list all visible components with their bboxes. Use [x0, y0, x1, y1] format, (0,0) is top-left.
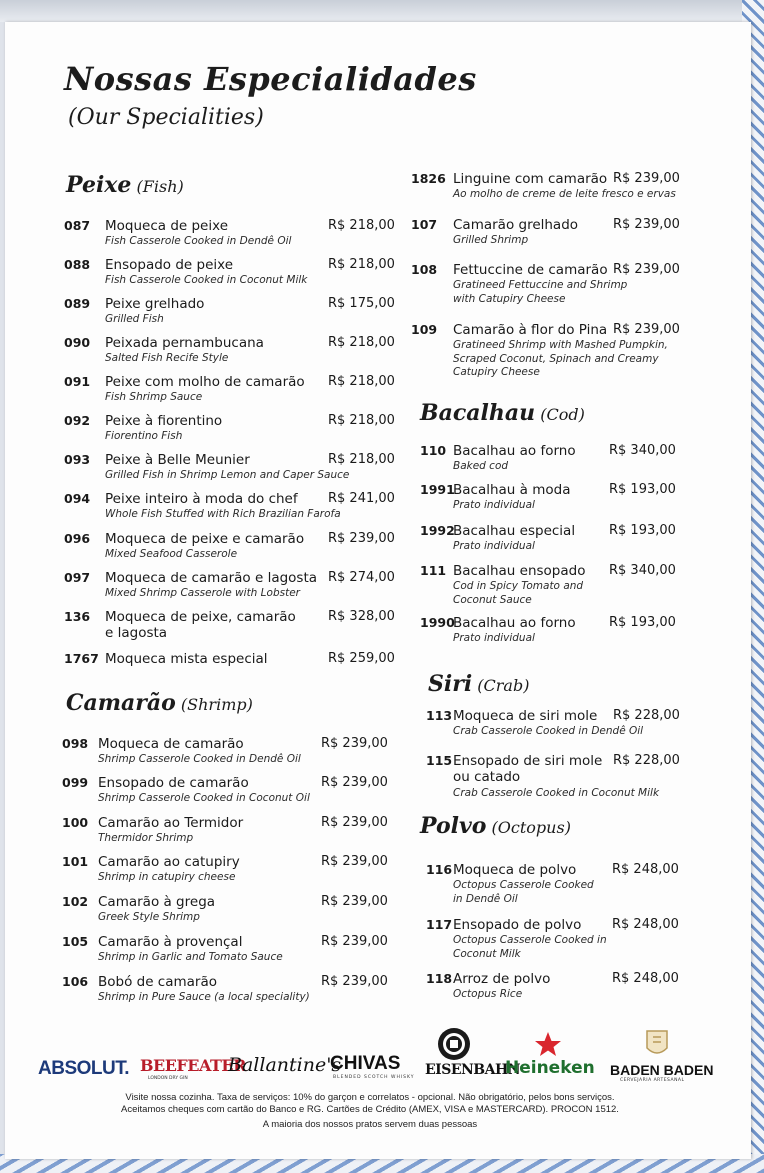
menu-item-name: Linguine com camarão: [453, 171, 608, 187]
menu-item: [64, 218, 394, 258]
menu-item-description: Scraped Coconut, Spinach and Creamy: [453, 352, 659, 365]
menu-item-price: R$ 248,00: [612, 971, 679, 986]
section-shrimp-name: Camarão: [66, 690, 176, 716]
menu-item-price: R$ 239,00: [613, 262, 680, 277]
menu-item: [64, 452, 394, 492]
menu-item-description: Octopus Rice: [453, 988, 523, 1000]
menu-item-price: R$ 218,00: [328, 452, 395, 467]
menu-item-name: Peixe à fiorentino: [105, 413, 223, 429]
menu-item-code: 107: [411, 217, 438, 232]
menu-item-price: R$ 239,00: [613, 322, 680, 337]
menu-item: [62, 775, 392, 815]
menu-item: [64, 651, 394, 691]
menu-item-price: R$ 193,00: [609, 523, 676, 538]
footer-line-3: A maioria dos nossos pratos servem duas pessoas: [262, 1119, 478, 1130]
menu-item: [420, 523, 750, 563]
menu-item-name: Moqueca de camarão e lagosta: [105, 570, 318, 586]
menu-item-price: R$ 239,00: [321, 894, 388, 909]
menu-item-price: R$ 239,00: [613, 217, 680, 232]
brand-logo-baden-baden: BADEN BADEN: [610, 1062, 714, 1078]
menu-item-description: Baked cod: [453, 460, 509, 472]
menu-item-name: Bacalhau ao forno: [453, 615, 576, 631]
menu-item-name: Ensopado de peixe: [105, 257, 234, 273]
menu-item-name-line-2: e lagosta: [105, 625, 168, 641]
section-shrimp-translation: (Shrimp): [180, 695, 253, 714]
menu-item-name: Camarão grelhado: [453, 217, 579, 233]
menu-item-name: Moqueca de peixe e camarão: [105, 531, 305, 547]
menu-item: [411, 171, 741, 211]
menu-item-price: R$ 175,00: [328, 296, 395, 311]
menu-item-description: Prato individual: [453, 540, 535, 552]
menu-item-name: Peixe inteiro à moda do chef: [105, 491, 298, 507]
menu-item-description: Catupiry Cheese: [453, 366, 540, 378]
menu-item-price: R$ 193,00: [609, 482, 676, 497]
menu-item-code: 1826: [411, 171, 446, 186]
menu-item: [62, 815, 392, 855]
menu-item-name: Bacalhau ao forno: [453, 443, 576, 459]
menu-item-name: Ensopado de polvo: [453, 917, 582, 933]
brand-logo-heineken: Heineken: [505, 1058, 595, 1078]
menu-item-description: Shrimp in Garlic and Tomato Sauce: [98, 951, 283, 963]
menu-item-name: Bacalhau especial: [453, 523, 576, 539]
menu-item: [420, 563, 750, 606]
menu-item-description: Shrimp Casserole Cooked in Dendê Oil: [98, 753, 301, 765]
menu-item-price: R$ 218,00: [328, 257, 395, 272]
photo-edge-top: [0, 0, 764, 22]
menu-item-description: Shrimp in catupiry cheese: [98, 871, 236, 883]
menu-item-price: R$ 228,00: [613, 753, 680, 768]
menu-item-code: 118: [426, 971, 453, 986]
menu-item-name: Bacalhau à moda: [453, 482, 571, 498]
menu-item-description: Gratineed Shrimp with Mashed Pumpkin,: [453, 339, 668, 351]
menu-title: Nossas Especialidades: [64, 60, 477, 98]
menu-item-name: Camarão à provençal: [98, 934, 243, 950]
menu-item-code: 091: [64, 374, 91, 389]
menu-item-code: 136: [64, 609, 91, 624]
menu-item-price: R$ 259,00: [328, 651, 395, 666]
menu-item-name: Fettuccine de camarão: [453, 262, 608, 278]
section-heading-shrimp: [66, 690, 253, 716]
menu-item: [426, 753, 756, 799]
menu-item: [426, 862, 756, 905]
menu-item-name-line-2: ou catado: [453, 769, 521, 785]
menu-item: [411, 322, 741, 378]
brand-baden-tagline: CERVEJARIA ARTESANAL: [620, 1078, 685, 1083]
menu-item-name: Moqueca de siri mole: [453, 708, 598, 724]
menu-item-price: R$ 241,00: [328, 491, 395, 506]
menu-item: [64, 570, 394, 610]
menu-item-description: Whole Fish Stuffed with Rich Brazilian Farofa: [105, 508, 341, 520]
menu-item-description: Ao molho de creme de leite fresco e ervas: [453, 188, 676, 200]
menu-item: [420, 482, 750, 522]
menu-item-price: R$ 239,00: [321, 775, 388, 790]
menu-item: [426, 917, 756, 960]
menu-item-description: Gratineed Fettuccine and Shrimp: [453, 279, 628, 291]
brand-logo-eisenbahn: EISENBAHN: [425, 1062, 521, 1078]
menu-item-description: Coconut Sauce: [453, 593, 532, 606]
menu-item-code: 088: [64, 257, 91, 272]
menu-item-description: Shrimp Casserole Cooked in Coconut Oil: [98, 792, 310, 804]
menu-item-price: R$ 248,00: [612, 862, 679, 877]
menu-item: [64, 335, 394, 375]
menu-item-name: Moqueca de peixe: [105, 218, 228, 234]
menu-item-code: 101: [62, 854, 89, 869]
menu-item-description: Salted Fish Recife Style: [105, 352, 229, 364]
menu-item-name: Ensopado de siri mole: [453, 753, 603, 769]
menu-item-code: 109: [411, 322, 438, 337]
menu-item-price: R$ 239,00: [321, 934, 388, 949]
menu-item-description: Coconut Milk: [453, 947, 521, 960]
menu-item: [426, 708, 756, 748]
menu-item-code: 111: [420, 563, 447, 578]
menu-item-description: Octopus Casserole Cooked: [453, 879, 594, 891]
menu-item: [62, 854, 392, 894]
section-crab-translation: (Crab): [477, 676, 530, 695]
menu-item-code: 097: [64, 570, 91, 585]
brand-logo-beefeater: BEEFEATER: [140, 1056, 246, 1075]
brand-logo-absolut: ABSOLUT.: [38, 1058, 129, 1079]
menu-item: [411, 217, 741, 257]
section-cod-name: Bacalhau: [420, 400, 536, 426]
menu-item-code: 110: [420, 443, 447, 458]
menu-item-description: Fish Casserole Cooked in Coconut Milk: [105, 274, 308, 286]
menu-item-price: R$ 218,00: [328, 374, 395, 389]
menu-item-name: Camarão ao Termidor: [98, 815, 244, 831]
menu-item-code: 113: [426, 708, 453, 723]
menu-item-description: Mixed Shrimp Casserole with Lobster: [105, 587, 300, 599]
menu-item: [62, 894, 392, 934]
menu-item-price: R$ 228,00: [613, 708, 680, 723]
menu-item-price: R$ 328,00: [328, 609, 395, 624]
menu-item-code: 115: [426, 753, 453, 768]
menu-item-name: Moqueca de peixe, camarão: [105, 609, 296, 625]
menu-item-name: Camarão ao catupiry: [98, 854, 240, 870]
menu-item-code: 092: [64, 413, 91, 428]
heineken-star-icon: [534, 1031, 562, 1057]
footer-line-2: Aceitamos cheques com cartão do Banco e RG. Cartões de Crédito (AMEX, VISA e MASTERCARD). PROCON 1512.: [121, 1104, 619, 1115]
baden-baden-crest-icon: [644, 1028, 670, 1060]
eisenbahn-emblem-icon: [436, 1026, 472, 1062]
menu-item-price: R$ 218,00: [328, 335, 395, 350]
section-fish-name: Peixe: [66, 172, 132, 198]
menu-item-description: Prato individual: [453, 632, 535, 644]
menu-item-code: 116: [426, 862, 453, 877]
menu-item: [411, 262, 741, 305]
menu-item-name: Camarão à grega: [98, 894, 216, 910]
menu-item-description: Cod in Spicy Tomato and: [453, 580, 584, 592]
menu-item-code: 089: [64, 296, 91, 311]
menu-item-name: Camarão à flor do Pina: [453, 322, 608, 338]
brand-beefeater-tagline: LONDON DRY GIN: [148, 1076, 188, 1081]
menu-item-code: 117: [426, 917, 453, 932]
menu-item-description: with Catupiry Cheese: [453, 292, 566, 305]
menu-item: [420, 443, 750, 483]
menu-item-price: R$ 239,00: [321, 815, 388, 830]
menu-item: [64, 413, 394, 453]
section-octopus-name: Polvo: [420, 813, 487, 839]
menu-item-description: Fish Casserole Cooked in Dendê Oil: [105, 235, 292, 247]
menu-item-description: Thermidor Shrimp: [98, 832, 194, 844]
menu-item-code: 108: [411, 262, 438, 277]
menu-item-code: 098: [62, 736, 89, 751]
menu-item: [62, 736, 392, 776]
menu-item-code: 100: [62, 815, 89, 830]
menu-item: [62, 974, 392, 1014]
menu-item-description: Fiorentino Fish: [105, 430, 183, 442]
menu-item-description: Mixed Seafood Casserole: [105, 548, 238, 560]
menu-item-name: Ensopado de camarão: [98, 775, 249, 791]
menu-item: [64, 374, 394, 414]
menu-item-name: Peixe grelhado: [105, 296, 205, 312]
menu-item: [420, 615, 750, 655]
brand-chivas-tagline: BLENDED SCOTCH WHISKY: [333, 1075, 415, 1080]
menu-item-code: 087: [64, 218, 91, 233]
menu-item-description: Grilled Fish: [105, 313, 164, 325]
menu-item-price: R$ 274,00: [328, 570, 395, 585]
menu-item-price: R$ 239,00: [321, 974, 388, 989]
menu-item-name: Arroz de polvo: [453, 971, 551, 987]
menu-item: [64, 609, 394, 649]
menu-item: [64, 296, 394, 336]
menu-item-price: R$ 218,00: [328, 218, 395, 233]
footer-line-1: Visite nossa cozinha. Taxa de serviços: 10% do garçon e correlatos - opcional. Não obrigatório, pelos bons serviços.: [125, 1092, 615, 1103]
menu-item: [64, 531, 394, 571]
menu-subtitle: (Our Specialities): [68, 105, 264, 130]
menu-item-price: R$ 248,00: [612, 917, 679, 932]
menu-item-name: Bobó de camarão: [98, 974, 218, 990]
brand-logo-ballantines: Ballantine's: [228, 1054, 342, 1076]
section-heading-crab: [428, 671, 529, 697]
menu-item-code: 1992: [420, 523, 455, 538]
menu-item-code: 1990: [420, 615, 455, 630]
section-crab-name: Siri: [428, 671, 473, 697]
menu-item: [64, 491, 394, 531]
menu-item-code: 096: [64, 531, 91, 546]
menu-item-description: Grilled Shrimp: [453, 234, 529, 246]
menu-item-name: Peixe à Belle Meunier: [105, 452, 250, 468]
menu-item-description: Crab Casserole Cooked in Coconut Milk: [453, 787, 660, 799]
section-heading-cod: [420, 400, 585, 426]
menu-item-code: 099: [62, 775, 89, 790]
menu-item-code: 093: [64, 452, 91, 467]
menu-item-price: R$ 193,00: [609, 615, 676, 630]
menu-item: [62, 934, 392, 974]
menu-item: [426, 971, 756, 1011]
brand-logo-chivas: CHIVAS: [330, 1053, 401, 1074]
menu-item-price: R$ 239,00: [328, 531, 395, 546]
menu-item-code: 102: [62, 894, 89, 909]
menu-item-name: Peixada pernambucana: [105, 335, 264, 351]
menu-item-description: Greek Style Shrimp: [98, 911, 200, 923]
menu-item-description: in Dendê Oil: [453, 892, 518, 905]
menu-item-description: Prato individual: [453, 499, 535, 511]
menu-item-price: R$ 239,00: [321, 854, 388, 869]
menu-item-code: 090: [64, 335, 91, 350]
menu-item-description: Fish Shrimp Sauce: [105, 391, 203, 403]
menu-item-price: R$ 239,00: [613, 171, 680, 186]
menu-item-name: Moqueca de polvo: [453, 862, 577, 878]
section-fish-translation: (Fish): [136, 177, 184, 196]
menu-item-name: Bacalhau ensopado: [453, 563, 586, 579]
menu-item: [64, 257, 394, 297]
section-octopus-translation: (Octopus): [491, 818, 571, 837]
menu-item-price: R$ 340,00: [609, 563, 676, 578]
menu-item-price: R$ 218,00: [328, 413, 395, 428]
menu-item-code: 106: [62, 974, 89, 989]
section-heading-fish: [66, 172, 184, 198]
menu-item-price: R$ 340,00: [609, 443, 676, 458]
menu-item-code: 105: [62, 934, 89, 949]
menu-item-code: 094: [64, 491, 91, 506]
menu-item-name: Peixe com molho de camarão: [105, 374, 305, 390]
menu-item-description: Shrimp in Pure Sauce (a local speciality): [98, 991, 310, 1003]
menu-item-price: R$ 239,00: [321, 736, 388, 751]
section-cod-translation: (Cod): [540, 405, 585, 424]
section-heading-octopus: [420, 813, 571, 839]
menu-item-name: Moqueca de camarão: [98, 736, 244, 752]
menu-item-description: Octopus Casserole Cooked in: [453, 934, 607, 946]
menu-item-code: 1767: [64, 651, 99, 666]
menu-item-code: 1991: [420, 482, 455, 497]
menu-item-name: Moqueca mista especial: [105, 651, 268, 667]
menu-item-description: Crab Casserole Cooked in Dendê Oil: [453, 725, 644, 737]
menu-item-description: Grilled Fish in Shrimp Lemon and Caper Sauce: [105, 469, 350, 481]
